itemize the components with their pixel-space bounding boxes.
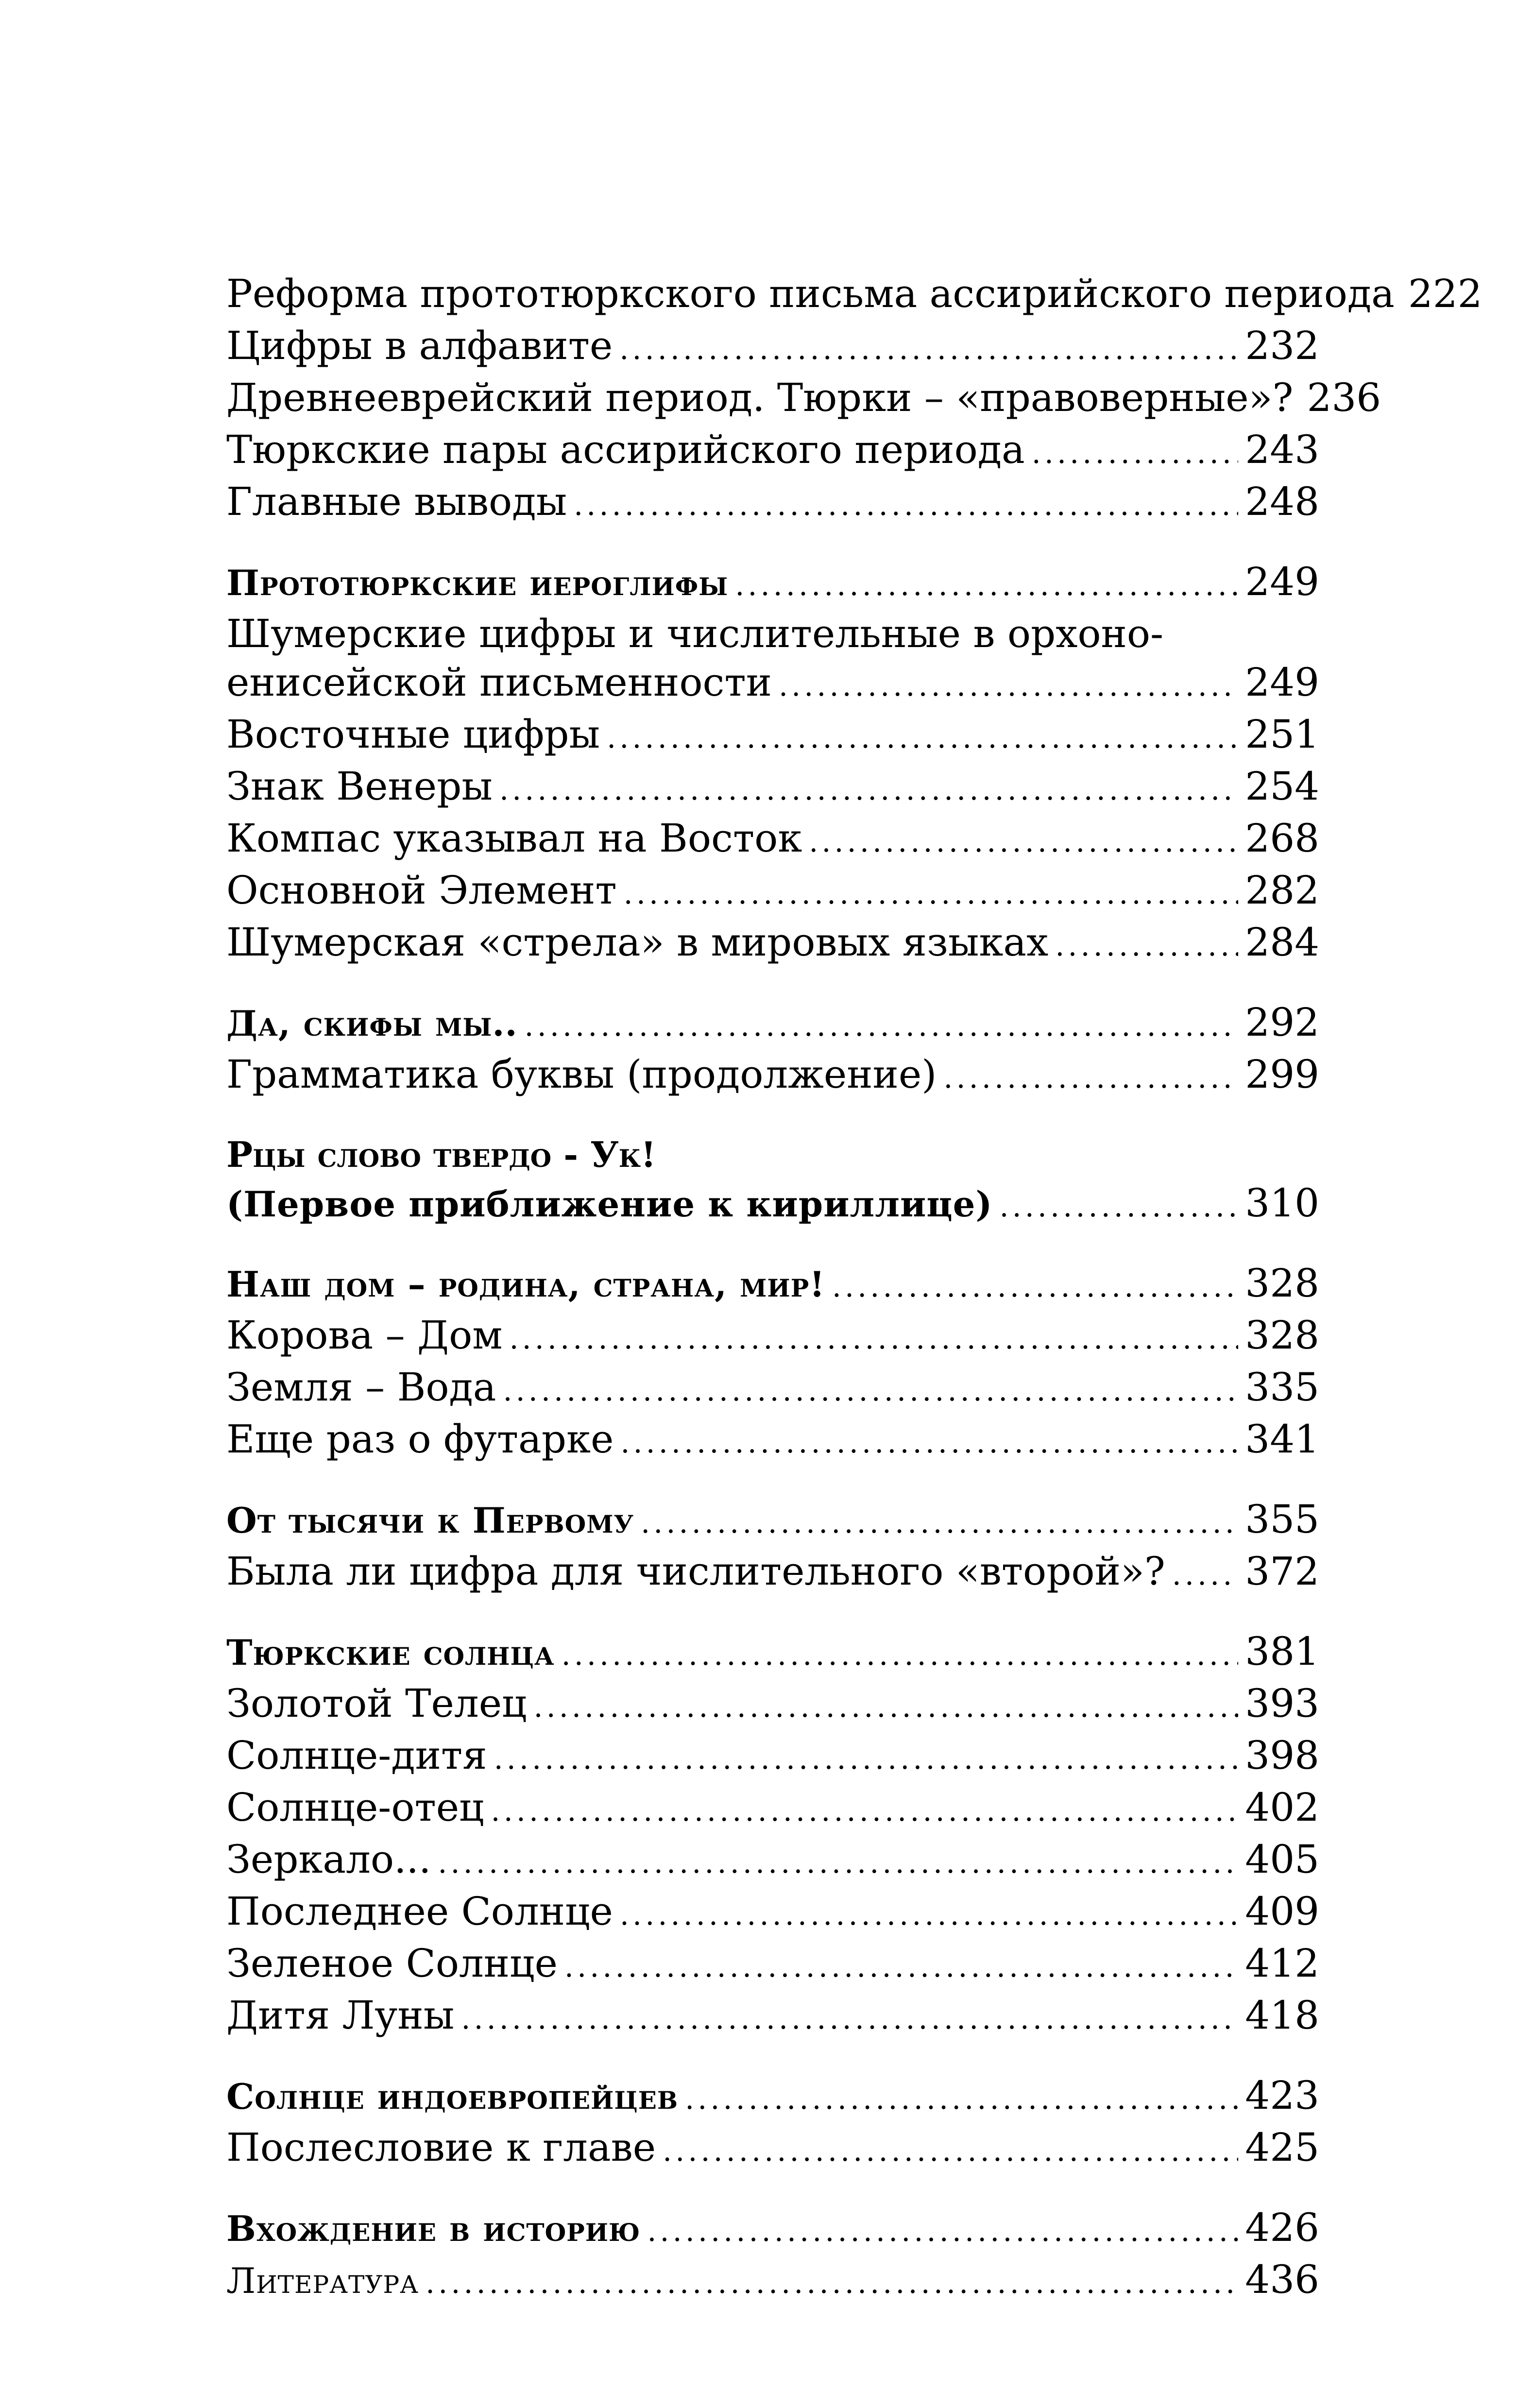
toc-entry-title: Шумерская «стрела» в мировых языках: [226, 920, 1049, 965]
dot-leader: [735, 561, 1238, 610]
toc-entry: [226, 1311, 1319, 1363]
toc-heading-page: 423: [1245, 2073, 1319, 2118]
toc-entry-page: 335: [1245, 1365, 1319, 1410]
toc-entry: [226, 1991, 1319, 2043]
toc-entry-title: Компас указывал на Восток: [226, 816, 802, 861]
toc-heading-title: (Первое приближение к кириллице): [226, 1183, 993, 1225]
dot-leader: [943, 1054, 1238, 1102]
dot-leader: [607, 714, 1238, 762]
toc-entry-title: Земля – Вода: [226, 1365, 496, 1410]
dot-leader: [832, 1263, 1238, 1311]
dot-leader: [999, 1182, 1238, 1231]
toc-entry-page: 282: [1245, 868, 1319, 913]
toc-section-heading: [226, 1495, 1319, 1547]
toc-section-heading: [226, 998, 1319, 1050]
toc-entry-page: 402: [1245, 1785, 1319, 1830]
toc-entry-page: 251: [1245, 712, 1319, 757]
toc-entry: [226, 866, 1319, 918]
toc-literature-entry: [226, 2255, 1319, 2307]
toc-entry-page: 268: [1245, 816, 1319, 861]
toc-heading-title: Да, скифы мы..: [226, 1003, 518, 1044]
toc-entry-page: 222: [1408, 271, 1483, 316]
toc-entry-page: 418: [1245, 1993, 1319, 2038]
toc-entry-title: Солнце-дитя: [226, 1733, 487, 1778]
toc-section-heading: [226, 1179, 1319, 1231]
dot-leader: [624, 870, 1239, 918]
toc-heading-title: Вхождение в историю: [226, 2208, 641, 2249]
toc-entry: [226, 2123, 1319, 2175]
toc-entry-title: енисейской письменности: [226, 660, 772, 705]
toc-section-heading: [226, 1259, 1319, 1311]
toc-entry-title: Литература: [226, 2260, 419, 2301]
dot-leader: [779, 662, 1238, 710]
toc-entry-title: Главные выводы: [226, 479, 567, 524]
table-of-contents: [226, 270, 1483, 2307]
toc-section-heading-line: Рцы слово твердо - Ук!: [226, 1134, 656, 1175]
dot-leader: [641, 1499, 1238, 1547]
dot-leader: [509, 1315, 1238, 1363]
toc-entry-title: Дитя Луны: [226, 1993, 455, 2038]
dot-leader: [1172, 1551, 1239, 1599]
toc-heading-title: Тюркские солнца: [226, 1632, 555, 1673]
toc-entry: [226, 1731, 1319, 1783]
toc-entry-title: Знак Венеры: [226, 764, 493, 809]
toc-entry-title: Золотой Телец: [226, 1681, 527, 1726]
toc-entry: [226, 478, 1319, 529]
toc-entry-title: Древнееврейский период. Тюрки – «правоверные»?: [226, 375, 1294, 420]
dot-leader: [685, 2075, 1238, 2123]
toc-heading-title: Солнце индоевропейцев: [226, 2076, 679, 2117]
toc-entry-title: Корова – Дом: [226, 1313, 503, 1358]
toc-heading-title: От тысячи к Первому: [226, 1500, 634, 1541]
toc-heading-title: Наш дом – родина, страна, мир!: [226, 1264, 825, 1305]
toc-section-heading: [226, 2071, 1319, 2123]
toc-entry: [226, 918, 1319, 970]
toc-entry: [226, 1679, 1319, 1731]
dot-leader: [619, 325, 1238, 374]
toc-entry-title: Грамматика буквы (продолжение): [226, 1052, 937, 1097]
toc-entry-page: 425: [1245, 2125, 1319, 2170]
dot-leader: [620, 1418, 1238, 1467]
toc-entry-title: Основной Элемент: [226, 868, 617, 913]
dot-leader: [426, 2259, 1238, 2307]
toc-entry-page: 236: [1307, 375, 1381, 420]
toc-heading-page: 292: [1245, 1000, 1319, 1045]
toc-entry-page: 254: [1245, 764, 1319, 809]
toc-heading-page: 249: [1245, 559, 1319, 604]
toc-heading-page: 426: [1245, 2205, 1319, 2250]
toc-entry-title: Зеркало...: [226, 1837, 431, 1882]
dot-leader: [438, 1839, 1238, 1887]
dot-leader: [562, 1631, 1239, 1679]
dot-leader: [1055, 922, 1238, 970]
toc-entry-page: 409: [1245, 1889, 1319, 1934]
toc-heading-page: 328: [1245, 1261, 1319, 1306]
toc-entry-title: Цифры в алфавите: [226, 323, 613, 368]
toc-entry-page: 249: [1245, 660, 1319, 705]
toc-entry-page: 372: [1245, 1549, 1319, 1594]
toc-entry-page: 299: [1245, 1052, 1319, 1097]
toc-section-heading: [226, 2203, 1319, 2255]
toc-entry-page: 398: [1245, 1733, 1319, 1778]
toc-entry: [226, 1939, 1319, 1991]
toc-entry-page: 232: [1245, 323, 1319, 368]
dot-leader: [461, 1995, 1238, 2043]
dot-leader: [647, 2207, 1238, 2255]
dot-leader: [494, 1735, 1239, 1783]
toc-entry-page: 405: [1245, 1837, 1319, 1882]
toc-entry: [226, 658, 1319, 710]
dot-leader: [503, 1366, 1238, 1415]
toc-entry-page: 243: [1245, 427, 1319, 472]
toc-entry: [226, 270, 1483, 322]
toc-entry-page: 248: [1245, 479, 1319, 524]
toc-entry: [226, 814, 1319, 866]
dot-leader: [499, 766, 1238, 814]
toc-entry-title: Последнее Солнце: [226, 1889, 613, 1934]
dot-leader: [809, 818, 1238, 866]
toc-entry: [226, 1415, 1319, 1467]
toc-entry-title: Солнце-отец: [226, 1785, 484, 1830]
toc-section-heading: [226, 558, 1319, 610]
toc-entry: [226, 710, 1319, 762]
toc-entry-page: 328: [1245, 1313, 1319, 1358]
dot-leader: [663, 2127, 1238, 2175]
dot-leader: [1032, 429, 1239, 478]
toc-entry-title: Еще раз о футарке: [226, 1417, 614, 1462]
toc-entry-page: 393: [1245, 1681, 1319, 1726]
toc-entry: [226, 1783, 1319, 1835]
toc-entry-title: Послесловие к главе: [226, 2125, 656, 2170]
toc-entry: [226, 1050, 1319, 1102]
toc-entry-page: 412: [1245, 1941, 1319, 1986]
toc-entry-title: Восточные цифры: [226, 712, 600, 757]
dot-leader: [574, 481, 1238, 529]
toc-entry: [226, 374, 1381, 426]
toc-entry: [226, 1547, 1319, 1599]
toc-entry: [226, 426, 1319, 478]
toc-heading-title: Прототюркские иероглифы: [226, 562, 729, 603]
toc-entry: [226, 1835, 1319, 1887]
toc-entry: [226, 322, 1319, 374]
toc-entry: [226, 1363, 1319, 1415]
toc-entry-title: Тюркские пары ассирийского периода: [226, 427, 1025, 472]
toc-heading-page: 310: [1245, 1180, 1319, 1226]
toc-entry-page: 341: [1245, 1417, 1319, 1462]
toc-entry-title: Реформа прототюркского письма ассирийского периода: [226, 271, 1395, 316]
dot-leader: [491, 1787, 1239, 1835]
dot-leader: [525, 1002, 1239, 1050]
toc-entry-wrapped-line: Шумерские цифры и числительные в орхоно-: [226, 611, 1164, 656]
toc-entry: [226, 1887, 1319, 1939]
toc-section-heading: [226, 1627, 1319, 1679]
toc-entry: [226, 762, 1319, 814]
toc-heading-page: 381: [1245, 1629, 1319, 1674]
dot-leader: [564, 1943, 1238, 1991]
toc-entry-page: 284: [1245, 920, 1319, 965]
toc-entry-page: 436: [1245, 2257, 1319, 2302]
dot-leader: [620, 1891, 1238, 1939]
dot-leader: [533, 1683, 1238, 1731]
toc-heading-page: 355: [1245, 1497, 1319, 1542]
toc-entry-title: Зеленое Солнце: [226, 1941, 558, 1986]
toc-entry-title: Была ли цифра для числительного «второй»?: [226, 1549, 1165, 1594]
